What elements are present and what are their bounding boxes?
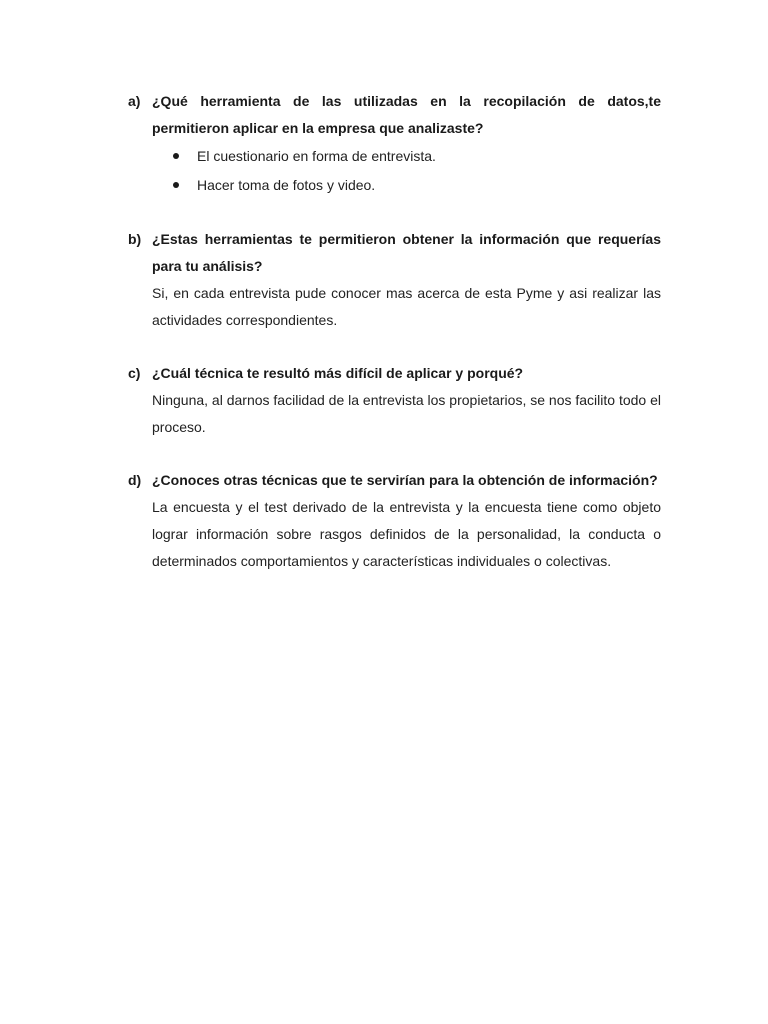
answer-text: La encuesta y el test derivado de la entrevista y la encuesta tiene como objeto lograr información sobre rasgos definidos de la personalidad, la conducta o determinados comportamientos y características individuales o colectivas. [152, 499, 661, 569]
answer-text: Si, en cada entrevista pude conocer mas acerca de esta Pyme y asi realizar las actividades correspondientes. [152, 285, 661, 328]
bullet-icon [173, 153, 179, 159]
answer-bullet [173, 142, 661, 171]
bullet-icon [173, 182, 179, 188]
item-marker: c) [128, 365, 141, 381]
question-item-d [128, 467, 661, 575]
question-text: ¿Qué herramienta de las utilizadas en la recopilación de datos,te permitieron aplicar en la empresa que analizaste? [152, 93, 661, 136]
question-text: ¿Conoces otras técnicas que te servirían para la obtención de información? [152, 472, 658, 488]
answer-bullet-list [152, 142, 661, 200]
item-marker: b) [128, 231, 142, 247]
item-marker: a) [128, 93, 141, 109]
answer-text: Ninguna, al darnos facilidad de la entrevista los propietarios, se nos facilito todo el proceso. [152, 392, 661, 435]
bullet-text: El cuestionario en forma de entrevista. [197, 148, 436, 164]
question-item-a [128, 88, 661, 200]
question-item-c [128, 360, 661, 441]
answer-bullet [173, 171, 661, 200]
question-text: ¿Cuál técnica te resultó más difícil de aplicar y porqué? [152, 365, 524, 381]
question-list [128, 88, 661, 601]
question-item-b [128, 226, 661, 334]
item-marker: d) [128, 472, 142, 488]
bullet-text: Hacer toma de fotos y video. [197, 177, 376, 193]
question-text: ¿Estas herramientas te permitieron obtener la información que requerías para tu análisis? [152, 231, 661, 274]
